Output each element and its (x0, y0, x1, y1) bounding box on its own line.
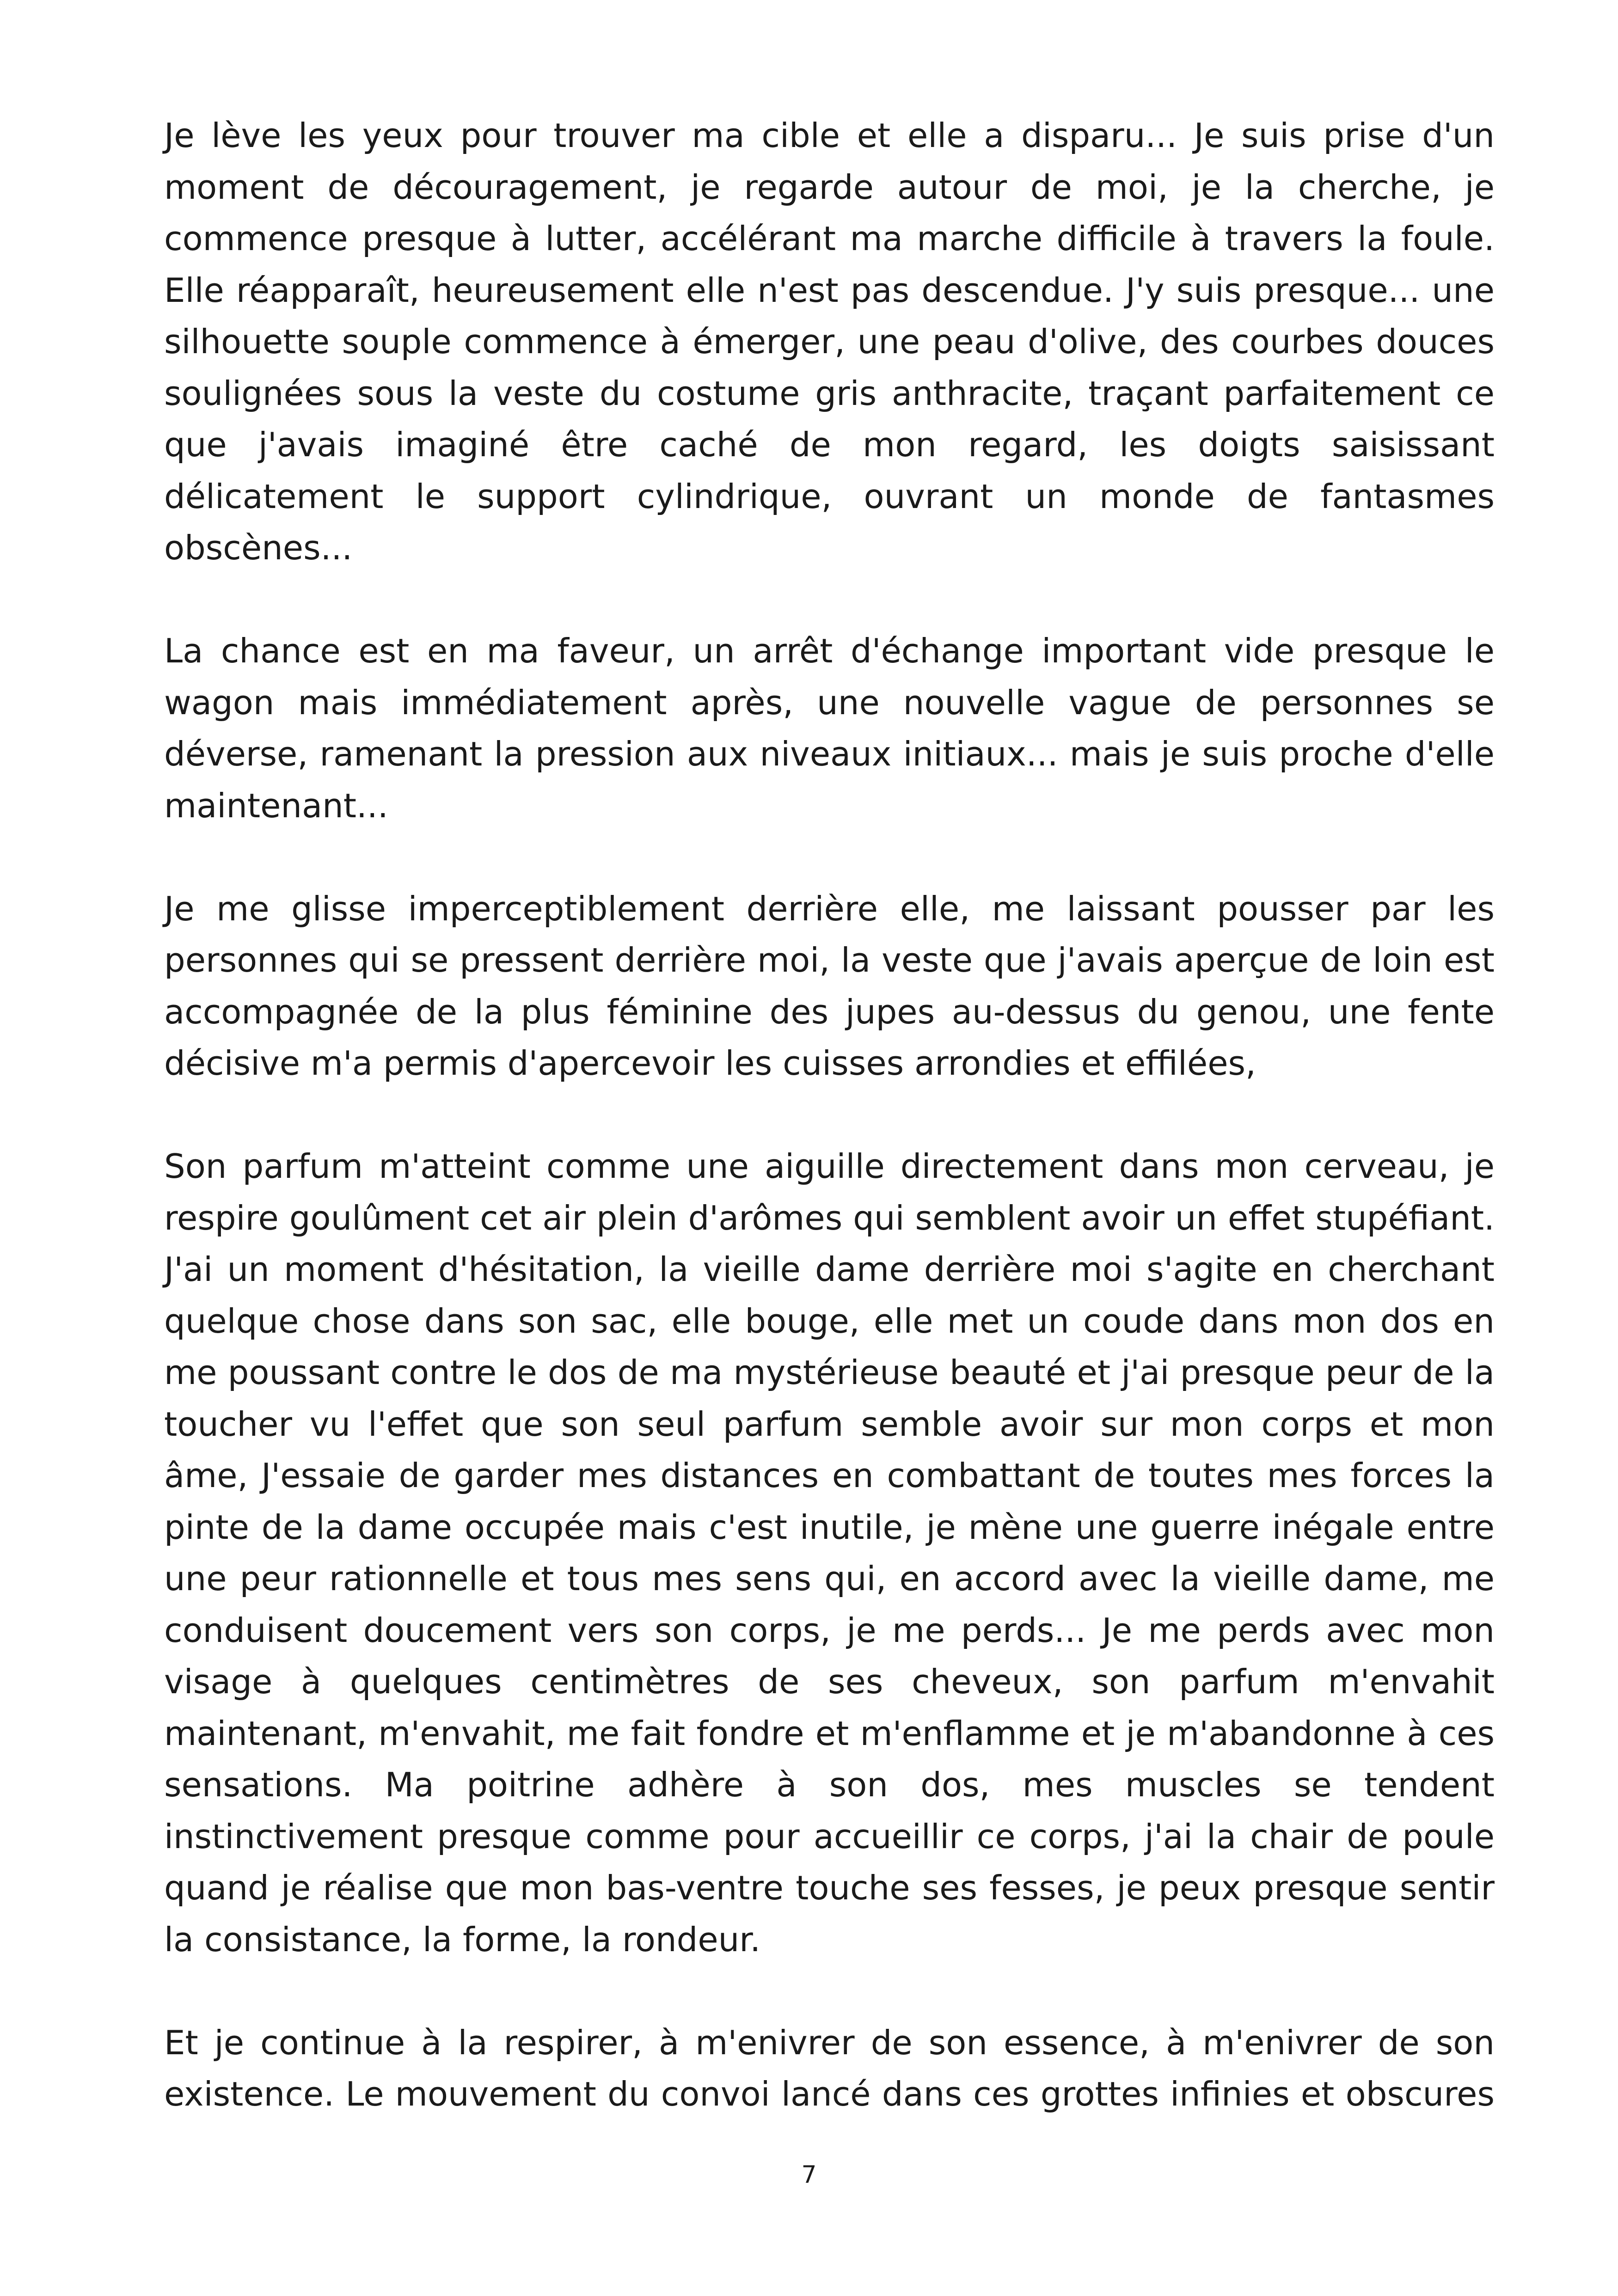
body-text (164, 110, 1495, 2120)
paragraph-1: Je lève les yeux pour trouver ma cible et elle a disparu... Je suis prise d'un moment de découragement, je regarde autour de moi, je la cherche, je commence presque à lutter, accélérant ma marche difficile à travers la foule. Elle réapparaît, heureusement elle n'est pas descendue. J'y suis presque... une silhouette souple commence à émerger, une peau d'olive, des courbes douces soulignées sous la veste du costume gris anthracite, traçant parfaitement ce que j'avais imaginé être caché de mon regard, les doigts saisissant délicatement le support cylindrique, ouvrant un monde de fantasmes obscènes... (164, 116, 1495, 567)
paragraph-4: Son parfum m'atteint comme une aiguille directement dans mon cerveau, je respire goulûment cet air plein d'arômes qui semblent avoir un effet stupéfiant. J'ai un moment d'hésitation, la vieille dame derrière moi s'agite en cherchant quelque chose dans son sac, elle bouge, elle met un coude dans mon dos en me poussant contre le dos de ma mystérieuse beauté et j'ai presque peur de la toucher vu l'effet que son seul parfum semble avoir sur mon corps et mon âme, J'essaie de garder mes distances en combattant de toutes mes forces la pinte de la dame occupée mais c'est inutile, je mène une guerre inégale entre une peur rationnelle et tous mes sens qui, en accord avec la vieille dame, me conduisent doucement vers son corps, je me perds... Je me perds avec mon visage à quelques centimètres de ses cheveux, son parfum m'envahit maintenant, m'envahit, me fait fondre et m'enflamme et je m'abandonne à ces sensations. Ma poitrine adhère à son dos, mes muscles se tendent instinctivement presque comme pour accueillir ce corps, j'ai la chair de poule quand je réalise que mon bas-ventre touche ses fesses, je peux presque sentir la consistance, la forme, la rondeur. (164, 1147, 1495, 1959)
paragraph-2: La chance est en ma faveur, un arrêt d'échange important vide presque le wagon mais immédiatement après, une nouvelle vague de personnes se déverse, ramenant la pression aux niveaux initiaux... mais je suis proche d'elle maintenant... (164, 631, 1495, 825)
page-number: 7 (801, 2161, 817, 2189)
paragraph-3: Je me glisse imperceptiblement derrière elle, me laissant pousser par les personnes qui se pressent derrière moi, la veste que j'avais aperçue de loin est accompagnée de la plus féminine des jupes au-dessus du genou, une fente décisive m'a permis d'apercevoir les cuisses arrondies et effilées, (164, 889, 1495, 1083)
paragraph-5: Et je continue à la respirer, à m'enivrer de son essence, à m'enivrer de son existence. Le mouvement du convoi lancé dans ces grottes infinies et obscures (164, 2023, 1495, 2113)
